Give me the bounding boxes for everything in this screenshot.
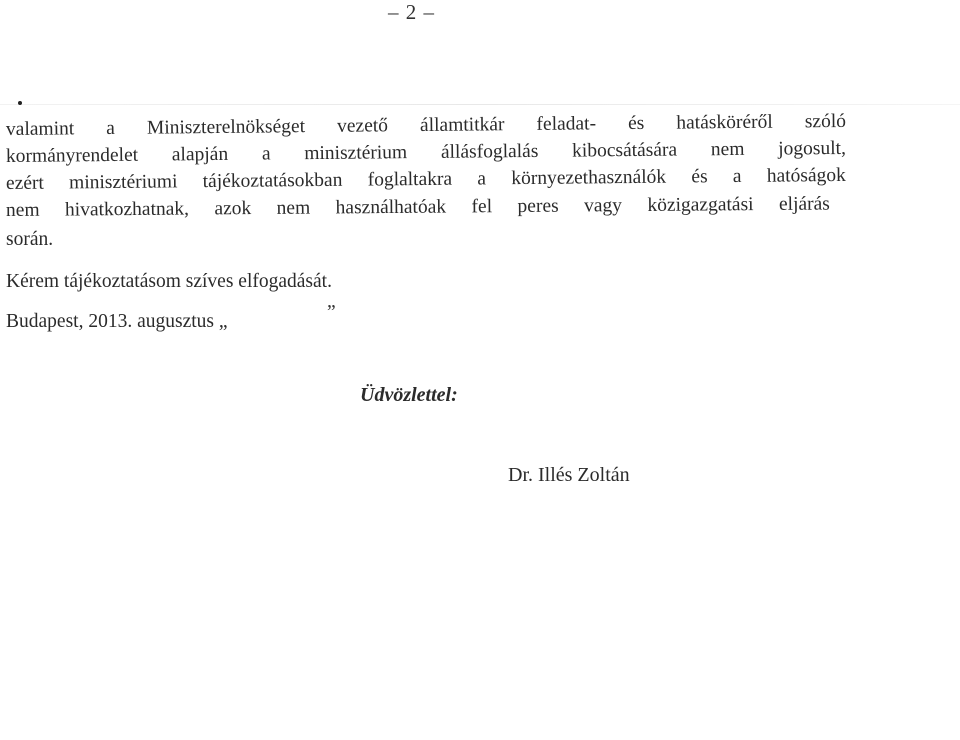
body-word: peres	[517, 195, 559, 217]
body-word: a	[106, 117, 116, 140]
body-line-5: során.	[6, 229, 54, 250]
scan-artifact-dot	[18, 101, 22, 105]
body-word: nem	[5, 199, 40, 221]
body-word: állásfoglalás	[440, 140, 539, 163]
body-word: jogosult,	[778, 137, 847, 160]
body-word: és	[691, 166, 708, 188]
body-word: nem	[276, 197, 311, 219]
body-word: hivatkozhatnak,	[64, 198, 190, 221]
body-word: eljárás	[778, 193, 830, 215]
body-line-4	[6, 193, 830, 223]
signatory-name: Dr. Illés Zoltán	[508, 464, 630, 486]
body-word: államtitkár	[419, 114, 505, 137]
greeting: Üdvözlettel:	[360, 384, 458, 406]
body-word: a	[477, 168, 487, 190]
body-word: kibocsátására	[572, 139, 678, 162]
body-word: alapján	[171, 143, 229, 166]
date-line: Budapest, 2013. augusztus „	[6, 311, 228, 332]
body-word: foglaltakra	[367, 168, 453, 191]
body-word: szóló	[804, 110, 847, 133]
body-word: és	[627, 112, 645, 135]
body-word: a	[261, 143, 271, 165]
scan-artifact-line	[0, 104, 960, 105]
body-word: a	[732, 165, 742, 188]
body-word: fel	[471, 196, 493, 218]
date-closing-quote: ”	[327, 302, 336, 323]
body-word: hatásköréről	[676, 111, 773, 134]
body-word: vezető	[336, 115, 389, 137]
body-word: azok	[214, 198, 252, 220]
closing-sentence: Kérem tájékoztatásom szíves elfogadását.	[6, 271, 332, 292]
body-word: feladat-	[536, 113, 597, 135]
body-word: minisztériumi	[69, 171, 178, 194]
body-word: valamint	[5, 118, 75, 140]
body-word: vagy	[584, 195, 623, 217]
body-word: hatóságok	[766, 164, 846, 187]
body-word: ezért	[5, 172, 44, 194]
body-word: környezethasználók	[511, 166, 667, 190]
body-word: használhatóak	[335, 196, 447, 219]
body-word: Miniszterelnökséget	[146, 116, 306, 139]
body-word: nem	[710, 138, 745, 161]
body-word: minisztérium	[304, 142, 408, 165]
body-line-3	[6, 164, 846, 196]
body-word: közigazgatási	[647, 194, 754, 216]
body-word: kormányrendelet	[5, 144, 139, 167]
page-number: – 2 –	[388, 0, 435, 24]
body-word: tájékoztatásokban	[202, 169, 343, 193]
